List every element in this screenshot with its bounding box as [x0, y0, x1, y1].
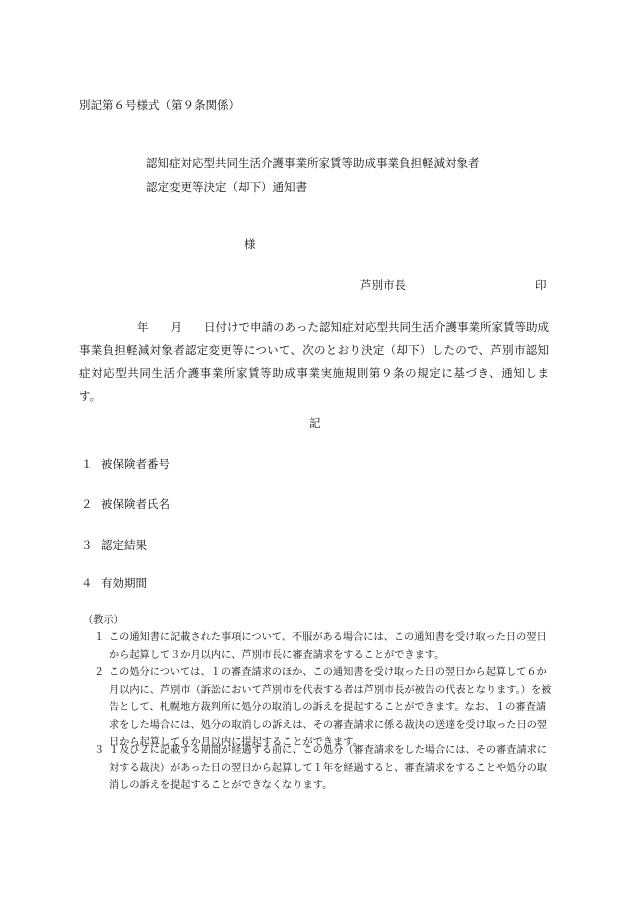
- notice-body: [79, 316, 549, 408]
- note-text: １及び２に記載する期間が経過する前に、この処分（審査請求をした場合には、その審査請求に対する裁決）があった日の翌日から起算して１年を経過すると、審査請求をすることや処分の取消しの訴えを提起することができなくなります。: [109, 745, 548, 791]
- instruction-note-1: [94, 629, 554, 664]
- instruction-note-3: [94, 742, 554, 795]
- item-number: ４: [81, 576, 93, 590]
- seal-mark: 印: [535, 278, 547, 292]
- item-valid-period: [81, 575, 147, 591]
- item-number: ２: [81, 497, 93, 511]
- body-year: 年: [137, 320, 149, 334]
- note-text: この処分については、１の審査請求のほか、この通知書を受け取った日の翌日から起算して６か月以内に、芦別市（訴訟において芦別市を代表する者は芦別市長が被告の代表となります。）を被告として、札幌地方裁判所に処分の取消しの訴えを提起することができます。なお、１の審査請求をした場合には、処分の取消しの訴えは、その審査請求に係る裁決の送達を受け取った日の翌日から起算して６か月以内に提起することができます。: [109, 667, 552, 748]
- note-number: ２: [94, 667, 105, 678]
- document-title-line-2: 認定変更等決定（却下）通知書: [146, 180, 307, 194]
- document-title-line-1: 認知症対応型共同生活介護事業所家賃等助成事業負担軽減対象者: [146, 156, 480, 170]
- note-number: １: [94, 632, 105, 643]
- item-insured-name: [81, 496, 170, 512]
- item-label: 被保険者番号: [101, 457, 170, 471]
- issuer-name: 芦別市長: [360, 278, 406, 292]
- item-number: １: [81, 457, 93, 471]
- ki-heading: 記: [309, 416, 321, 430]
- instruction-heading: （教示）: [83, 615, 124, 626]
- note-text: この通知書に記載された事項について、不服がある場合には、この通知書を受け取った日の翌日から起算して３か月以内に、芦別市長に審査請求をすることができます。: [109, 632, 547, 661]
- instruction-note-2: [94, 664, 554, 752]
- item-label: 有効期間: [101, 576, 147, 590]
- item-number: ３: [81, 538, 93, 552]
- body-month: 月: [170, 320, 183, 334]
- form-label: 別記第６号様式（第９条関係）: [79, 98, 240, 112]
- item-label: 認定結果: [101, 538, 147, 552]
- note-number: ３: [94, 745, 105, 756]
- recipient-suffix: 様: [244, 237, 256, 251]
- item-label: 被保険者氏名: [101, 497, 170, 511]
- item-insured-number: [81, 456, 170, 472]
- body-main-text: 日付けで申請のあった認知症対応型共同生活介護事業所家賃等助成事業負担軽減対象者認定変更等について、次のとおり決定（却下）したので、芦別市認知症対応型共同生活介護事業所家賃等助成事業実施規則第９条の規定に基づき、通知します。: [79, 320, 550, 403]
- item-certification-result: [81, 537, 147, 553]
